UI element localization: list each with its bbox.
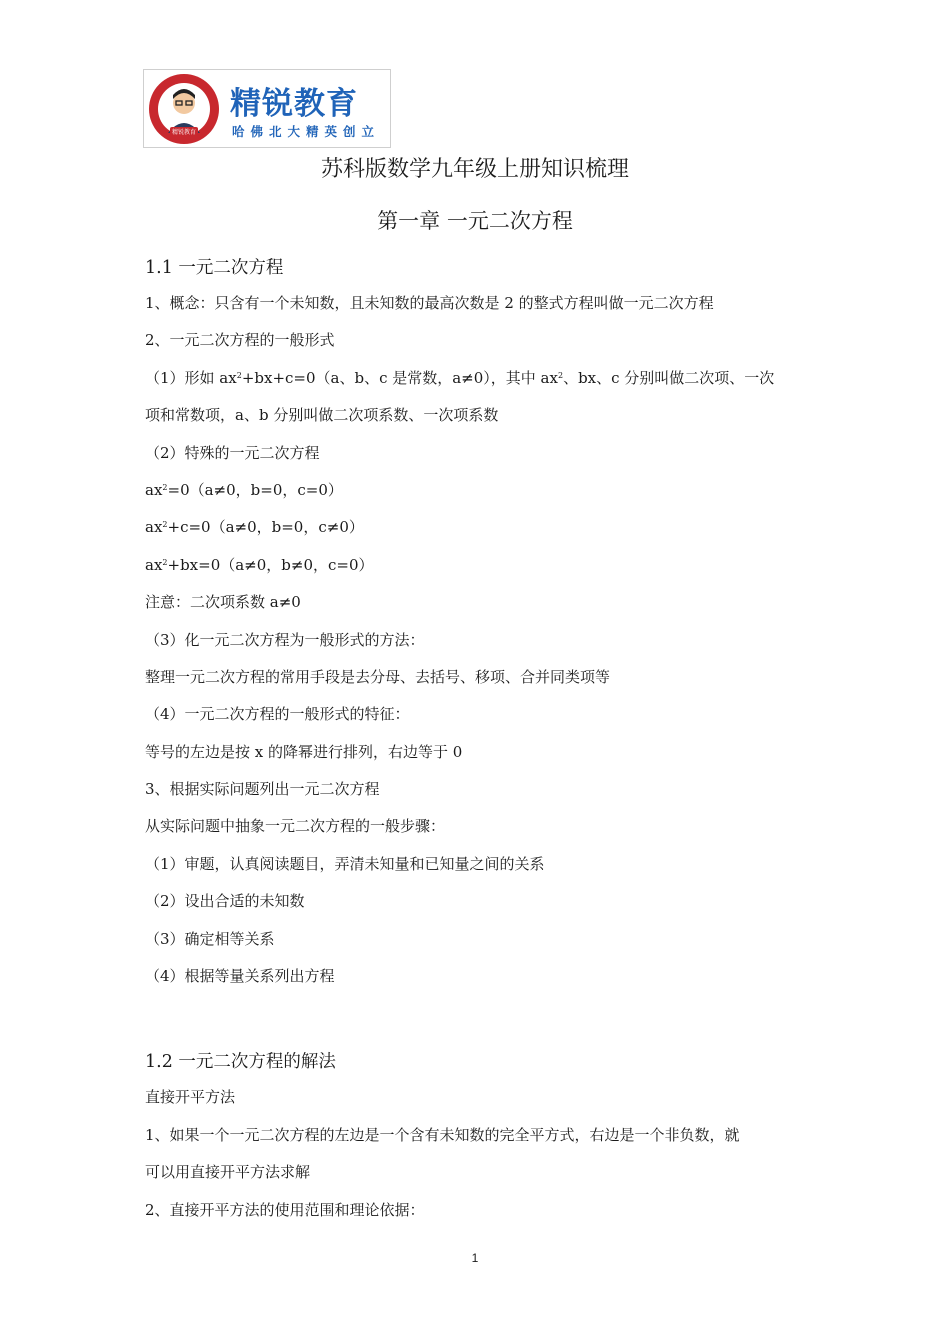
paragraph: （2）特殊的一元二次方程 bbox=[145, 443, 320, 462]
brand-slogan: 哈佛北大精英创立 bbox=[232, 124, 381, 139]
paragraph: 项和常数项，a、b 分别叫做二次项系数、一次项系数 bbox=[145, 406, 499, 425]
text-run: +bx=0（a≠0，b≠0，c=0） bbox=[167, 555, 374, 574]
badge-text: 精锐教育 bbox=[171, 129, 197, 136]
paragraph: 3、根据实际问题列出一元二次方程 bbox=[145, 780, 380, 799]
superscript: 2 bbox=[236, 370, 242, 380]
paragraph: （3）确定相等关系 bbox=[145, 929, 275, 948]
section-heading: 1.1 一元二次方程 bbox=[145, 258, 284, 278]
paragraph: 注意：二次项系数 a≠0 bbox=[145, 593, 301, 612]
text-run: ax bbox=[145, 480, 163, 499]
paragraph: 从实际问题中抽象一元二次方程的一般步骤： bbox=[145, 817, 446, 836]
logo bbox=[143, 69, 391, 148]
text-run: ax bbox=[145, 555, 163, 574]
paragraph: 可以用直接开平方法求解 bbox=[145, 1163, 311, 1182]
paragraph: （2）设出合适的未知数 bbox=[145, 892, 305, 911]
text-run: =0（a≠0，b=0，c=0） bbox=[167, 480, 343, 499]
paragraph: 直接开平方法 bbox=[145, 1088, 236, 1107]
superscript: 2 bbox=[162, 520, 168, 530]
paragraph bbox=[145, 365, 813, 402]
paragraph: 等号的左边是按 x 的降幂进行排列，右边等于 0 bbox=[145, 742, 463, 761]
text-run: ax bbox=[145, 518, 163, 537]
paragraph: 2、直接开平方法的使用范围和理论依据： bbox=[145, 1200, 425, 1219]
brand-name: 精锐教育 bbox=[230, 86, 358, 122]
paragraph: 1、概念：只含有一个未知数，且未知数的最高次数是 2 的整式方程叫做一元二次方程 bbox=[145, 294, 714, 312]
chapter-title: 第一章 一元二次方程 bbox=[377, 209, 573, 233]
mascot-seal-icon bbox=[148, 73, 220, 145]
equation-line bbox=[145, 514, 813, 551]
superscript: 2 bbox=[162, 557, 168, 567]
page-number: 1 bbox=[471, 1251, 479, 1265]
paragraph: （3）化一元二次方程为一般形式的方法： bbox=[145, 630, 425, 649]
paragraph: 2、一元二次方程的一般形式 bbox=[145, 331, 335, 350]
text-run: （1）形如 ax bbox=[145, 368, 237, 387]
spacer bbox=[145, 1000, 813, 1048]
document-body bbox=[145, 254, 813, 1234]
equation-line bbox=[145, 552, 813, 589]
section-heading: 1.2 一元二次方程的解法 bbox=[145, 1052, 336, 1073]
document-title: 苏科版数学九年级上册知识梳理 bbox=[320, 157, 629, 182]
superscript: 2 bbox=[162, 482, 168, 492]
text-run: 、bx、c 分别叫做二次项、一次 bbox=[563, 368, 775, 387]
superscript: 2 bbox=[557, 370, 564, 380]
text-run: +bx+c=0（a、b、c 是常数，a≠0），其中 ax bbox=[241, 368, 558, 387]
paragraph: 1、如果一个一元二次方程的左边是一个含有未知数的完全平方式，右边是一个非负数，就 bbox=[145, 1125, 740, 1144]
paragraph: 整理一元二次方程的常用手段是去分母、去括号、移项、合并同类项等 bbox=[145, 667, 611, 686]
paragraph: （4）一元二次方程的一般形式的特征： bbox=[145, 705, 410, 724]
paragraph: （4）根据等量关系列出方程 bbox=[145, 967, 335, 986]
paragraph: （1）审题，认真阅读题目，弄清未知量和已知量之间的关系 bbox=[145, 854, 545, 873]
text-run: +c=0（a≠0，b=0，c≠0） bbox=[167, 518, 364, 537]
equation-line bbox=[145, 477, 813, 514]
